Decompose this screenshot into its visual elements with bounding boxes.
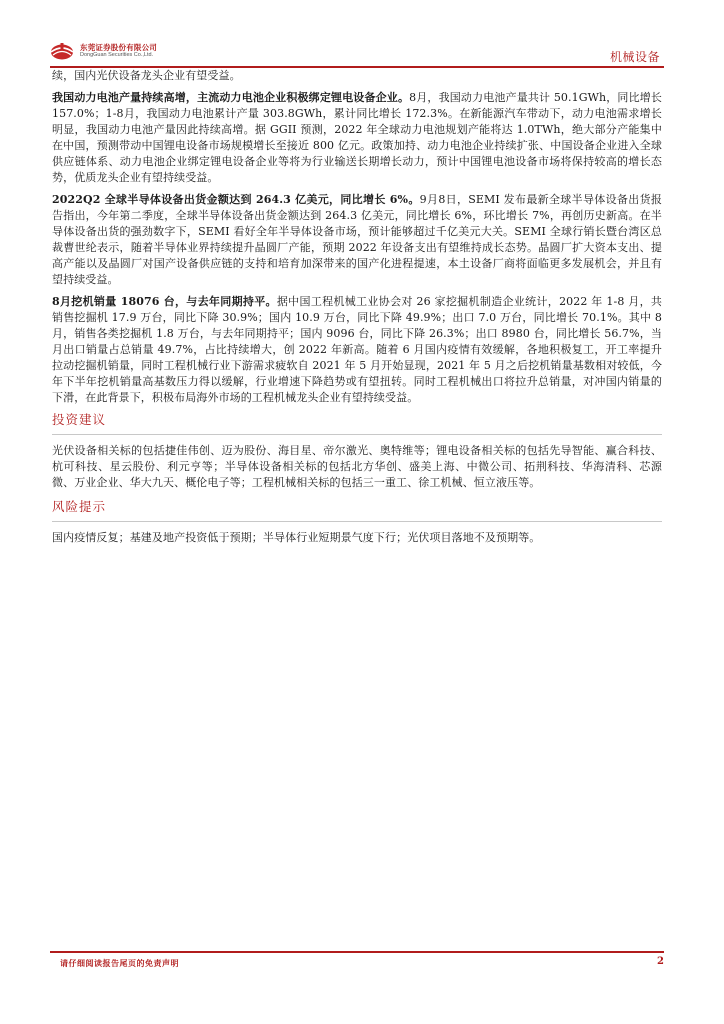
lead-sentence: 8月挖机销量 18076 台，与去年同期持平。	[52, 295, 277, 308]
paragraph-text: 8月，我国动力电池产量共计 50.1GWh，同比增长 157.0%；1-8月，我国动力电池累计产量 303.8GWh，累计同比增长 172.3%。在新能源汽车带动下，动力电池需求增长明显，我国动力电池产量因此持续高增。据 GGII 预测，2022 年全球动力电池规划产能将达 1.0TWh，绝大部分产能集中在中国，预测带动中国锂电设备市场规模增长至接近 800 亿元。政策加持、动力电池企业持续扩张、中国设备企业进入全球供应链体系、动力电池企业绑定锂电设备企业等将为行业输送长期增长动力，预计中国锂电池设备市场将保持较高的增长态势，优质龙头企业有望持续受益。	[52, 91, 663, 184]
disclaimer-note: 请仔细阅读报告尾页的免责声明	[60, 959, 179, 968]
company-name-en: DongGuan Securities Co.,Ltd.	[80, 52, 154, 58]
section-title-investment: 投资建议	[52, 412, 107, 427]
lead-sentence: 2022Q2 全球半导体设备出货金额达到 264.3 亿美元，同比增长 6%。	[52, 193, 420, 206]
lead-sentence: 我国动力电池产量持续高增，主流动力电池企业积极绑定锂电设备企业。	[52, 91, 410, 104]
company-logo	[50, 40, 190, 64]
company-name-cn: 东莞证券股份有限公司	[80, 43, 157, 52]
paragraph-power-battery	[52, 90, 662, 186]
risk-warning-text: 国内疫情反复；基建及地产投资低于预期；半导体行业短期景气度下行；光伏项目落地不及预期等。	[52, 531, 541, 544]
paragraph-excavator	[52, 294, 662, 406]
section-divider	[52, 521, 662, 522]
industry-tag: 机械设备	[609, 50, 660, 64]
paragraph-semiconductor	[52, 192, 662, 288]
page-header	[0, 0, 724, 72]
footer-divider	[50, 951, 664, 953]
investment-advice-text: 光伏设备相关标的包括捷佳伟创、迈为股份、海目星、帝尔激光、奥特维等；锂电设备相关标的包括先导智能、赢合科技、杭可科技、星云股份、利元亨等；半导体设备相关标的包括北方华创、盛美上海、中微公司、拓荆科技、华海清科、芯源微、万业企业、华大九天、概伦电子等；工程机械相关标的包括三一重工、徐工机械、恒立液压等。	[52, 444, 662, 489]
paragraph-text: 9月8日，SEMI 发布最新全球半导体设备出货报告指出，今年第二季度，全球半导体设备出货金额达到 264.3 亿美元，同比增长 6%，环比增长 7%，再创历史新高。在半导体设备出货的强劲数字下，SEMI 看好全年半导体设备市场，预计能够超过千亿美元大关。SEMI 全球行销长暨台湾区总裁曹世纶表示，随着半导体业界持续提升晶圆厂产能，预期 2022 年设备支出有望维持成长态势。晶圆厂扩大资本支出、提高产能以及晶圆厂对国产设备供应链的支持和培育加深带来的国产化进程提速，本土设备厂商将面临更多发展机会，并且有望持续受益。	[52, 193, 662, 286]
logo-emblem-icon	[50, 41, 74, 61]
report-body	[52, 68, 662, 546]
paragraph-text: 据中国工程机械工业协会对 26 家挖掘机制造企业统计，2022 年 1-8 月，共销售挖掘机 17.9 万台，同比下降 30.9%；国内 10.9 万台，同比下降 49.9%；出口 7.0 万台，同比增长 70.1%。其中 8 月，销售各类挖掘机 1.8 万台，与去年同期持平；国内 9096 台，同比下降 26.3%；出口 8980 台，同比增长 56.7%，当月出口销量占总销量 49.7%，占比持续增大，创 2022 年新高。随着 6 月国内疫情有效缓解，各地积极复工，开工率提升拉动挖掘机销量，同时工程机械行业下游需求疲软自 2021 年 5 月开始显现，2021 年 5 月之后挖机销量基数相对较低，今年下半年挖机销量高基数压力得以缓解，行业增速下降趋势或有望扭转。同时工程机械出口将拉升总销量，对冲国内销量的下滑，在此背景下，积极布局海外市场的工程机械龙头企业有望持续受益。	[52, 295, 662, 404]
section-title-risk: 风险提示	[52, 499, 107, 514]
continued-paragraph: 续，国内光伏设备龙头企业有望受益。	[52, 69, 241, 82]
page-number: 2	[657, 956, 664, 967]
section-divider	[52, 434, 662, 435]
